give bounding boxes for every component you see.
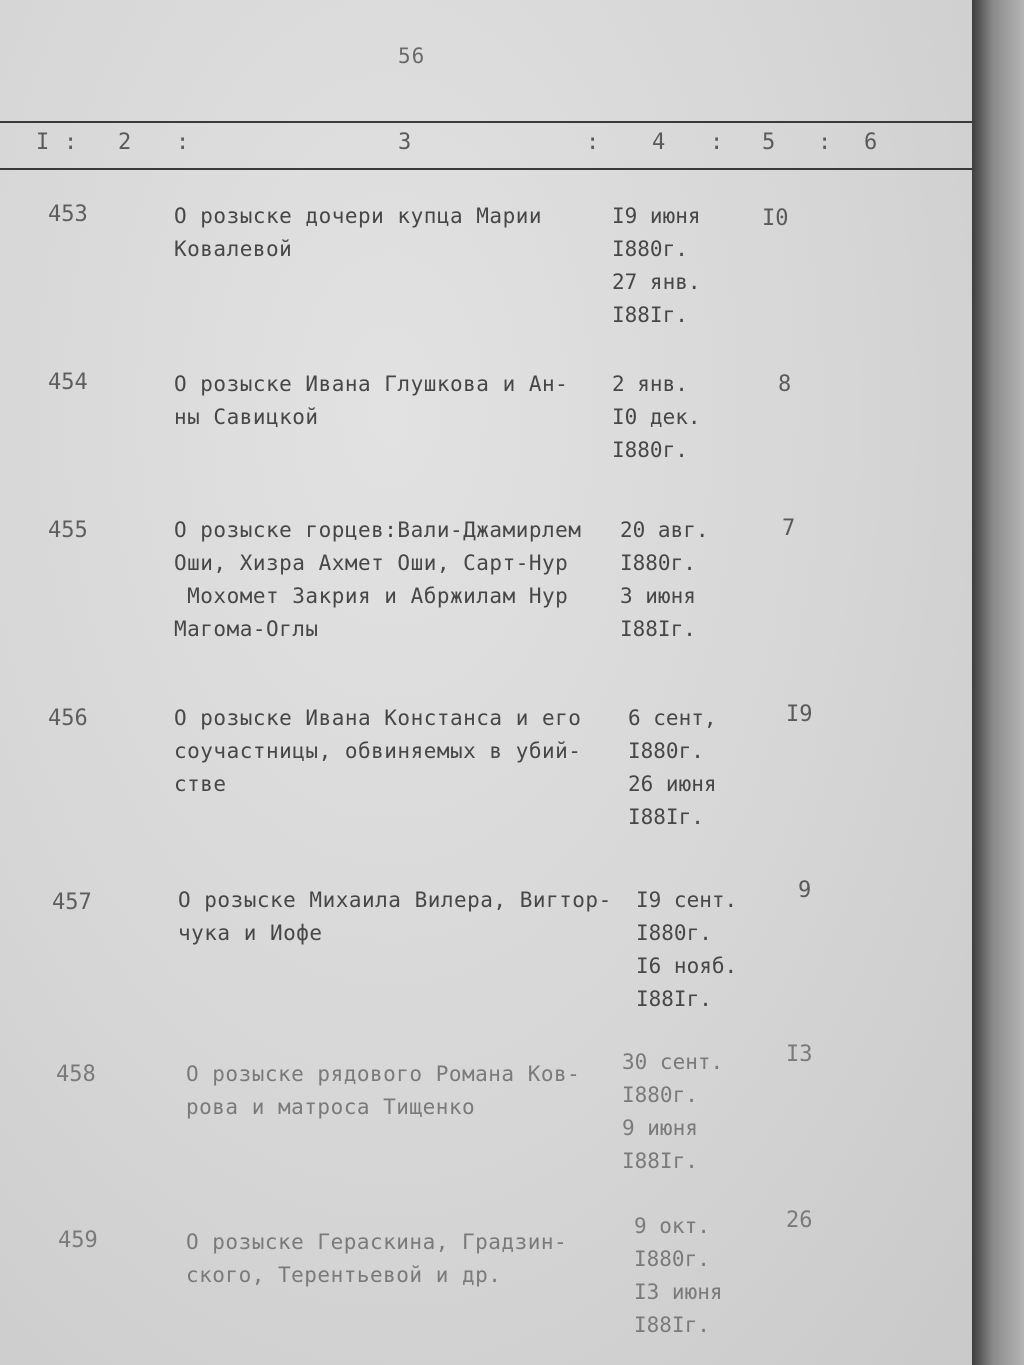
entry-dates (620, 514, 780, 646)
entry-title-line: соучастницы, обвиняемых в убий- (174, 739, 582, 763)
entry-title-line: О розыске Гераскина, Градзин- (186, 1230, 568, 1254)
entry-dates (628, 702, 788, 834)
entry-dates (622, 1046, 762, 1178)
entry-number: 456 (48, 706, 88, 731)
column-header-5: 5 (762, 130, 776, 155)
entry-date-line: 3 июня (620, 584, 696, 608)
entry-dates (636, 884, 776, 1016)
column-separator: : (64, 130, 78, 155)
entry-date-line: 30 сент. (622, 1050, 724, 1074)
entry-date-line: I880г. (634, 1247, 710, 1271)
entry-date-line: I880г. (620, 551, 696, 575)
entry-title-line: О розыске горцев:Вали-Джамирлем (174, 518, 582, 542)
page-edge-shadow (972, 0, 1024, 1365)
entry-title-line: Магома-Оглы (174, 617, 319, 641)
entry-title (186, 1058, 626, 1124)
entry-title (174, 514, 614, 646)
page-number: 56 (398, 44, 426, 68)
entry-title-line: О розыске Михаила Вилера, Вигтор- (178, 888, 612, 912)
entry-title-line: Оши, Хизра Ахмет Оши, Сарт-Нур (174, 551, 569, 575)
entry-title (174, 368, 614, 434)
entry-sheets: 7 (782, 516, 796, 541)
entry-sheets: I0 (762, 206, 789, 231)
entry-date-line: 9 июня (622, 1116, 698, 1140)
entry-title-line: Мохомет Закрия и Абржилам Нур (174, 584, 569, 608)
entry-date-line: 6 сент, (628, 706, 717, 730)
column-separator: : (710, 130, 724, 155)
column-separator: : (586, 130, 600, 155)
entry-date-line: I880г. (622, 1083, 698, 1107)
entry-date-line: I9 сент. (636, 888, 738, 912)
entry-date-line: I88Iг. (628, 805, 704, 829)
entry-title-line: О розыске Ивана Глушкова и Ан- (174, 372, 569, 396)
entry-date-line: I88Iг. (634, 1313, 710, 1337)
entry-date-line: I880г. (612, 237, 688, 261)
entry-dates (634, 1210, 774, 1342)
entry-date-line: I880г. (628, 739, 704, 763)
header-rule-bottom (0, 168, 972, 170)
entry-number: 459 (58, 1228, 98, 1253)
entry-title-line: рова и матроса Тищенко (186, 1095, 476, 1119)
entry-date-line: I3 июня (634, 1280, 723, 1304)
entry-date-line: I88Iг. (622, 1149, 698, 1173)
entry-title-line: О розыске дочери купца Марии (174, 204, 543, 228)
entry-title-line: О розыске Ивана Констанса и его (174, 706, 582, 730)
entry-number: 455 (48, 518, 88, 543)
entry-number: 458 (56, 1062, 96, 1087)
entry-date-line: I0 дек. (612, 405, 701, 429)
entry-dates (612, 200, 772, 332)
column-separator: : (176, 130, 190, 155)
entry-title (186, 1226, 626, 1292)
entry-title (178, 884, 648, 950)
entry-title-line: ского, Терентьевой и др. (186, 1263, 502, 1287)
entry-title (174, 702, 614, 801)
entry-title-line: чука и Иофе (178, 921, 323, 945)
entry-title-line: О розыске рядового Романа Ков- (186, 1062, 581, 1086)
entry-date-line: 9 окт. (634, 1214, 710, 1238)
entry-sheets: 8 (778, 372, 792, 397)
entry-sheets: 26 (786, 1208, 813, 1233)
entry-date-line: I88Iг. (620, 617, 696, 641)
header-rule-top (0, 121, 972, 123)
column-header-3: 3 (398, 130, 412, 155)
entry-number: 457 (52, 890, 92, 915)
entry-date-line: 2 янв. (612, 372, 688, 396)
entry-date-line: I9 июня (612, 204, 701, 228)
entry-date-line: I880г. (612, 438, 688, 462)
entry-sheets: 9 (798, 878, 812, 903)
entry-title-line: ны Савицкой (174, 405, 319, 429)
entry-title-line: Ковалевой (174, 237, 293, 261)
entry-number: 454 (48, 370, 88, 395)
entry-sheets: I9 (786, 702, 813, 727)
entry-date-line: I6 нояб. (636, 954, 738, 978)
entry-title-line: стве (174, 772, 227, 796)
entry-sheets: I3 (786, 1042, 813, 1067)
entry-date-line: 26 июня (628, 772, 717, 796)
entry-date-line: 27 янв. (612, 270, 701, 294)
column-header-1: I (36, 130, 50, 155)
entry-title (174, 200, 614, 266)
column-header-6: 6 (864, 130, 878, 155)
entry-dates (612, 368, 772, 467)
column-header-2: 2 (118, 130, 132, 155)
column-separator: : (818, 130, 832, 155)
column-header-4: 4 (652, 130, 666, 155)
entry-date-line: I88Iг. (636, 987, 712, 1011)
entry-number: 453 (48, 202, 88, 227)
entry-date-line: I88Iг. (612, 303, 688, 327)
entry-date-line: I880г. (636, 921, 712, 945)
entry-date-line: 20 авг. (620, 518, 709, 542)
